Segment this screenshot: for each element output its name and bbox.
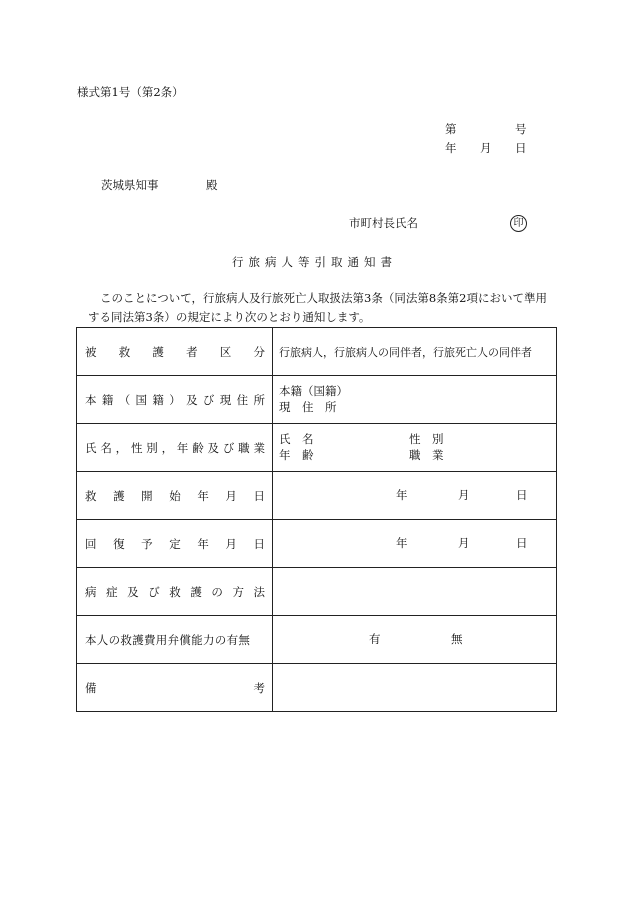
table-row (77, 664, 557, 712)
sender-label: 市町村長氏名 (349, 216, 418, 230)
recovery-day-label: 日 (516, 536, 528, 550)
occupation-label: 職 業 (409, 447, 444, 462)
seal-mark (510, 215, 527, 232)
body-line-1: このことについて，行旅病人及行旅死亡人取扱法第3条（同法第8条第2項において準用 (100, 291, 547, 305)
row-label-remarks (77, 680, 272, 696)
row-label-rescue-start: 救 護 開 始 年 月 日 (85, 488, 265, 503)
document-title: 行旅病人等引取通知書 (232, 255, 397, 269)
ability-yes-label: 有 (369, 632, 381, 646)
recovery-month-label: 月 (458, 536, 470, 550)
form-id: 様式第1号（第2条） (77, 85, 184, 99)
table-row (77, 376, 557, 424)
body-line-2: する同法第3条）の規定により次のとおり通知します。 (88, 310, 371, 324)
start-month-label: 月 (458, 488, 470, 502)
date-month: 月 (480, 141, 492, 155)
table-row (77, 568, 557, 616)
row-label-symptoms: 病 症 及 び 救 護 の 方 法 (85, 584, 265, 599)
age-label: 年 齢 (279, 447, 314, 462)
table-row (77, 424, 557, 472)
table-row (77, 472, 557, 520)
sex-label: 性 別 (409, 431, 444, 446)
addressee-name: 茨城県知事 (101, 178, 159, 192)
date-year: 年 (445, 141, 457, 155)
addressee-honorific: 殿 (206, 178, 218, 192)
name-label: 氏 名 (279, 431, 314, 446)
table-row (77, 520, 557, 568)
notification-table (76, 327, 557, 712)
address-label: 現 住 所 (279, 399, 337, 414)
ability-no-label: 無 (451, 632, 463, 646)
date-day: 日 (515, 141, 527, 155)
remarks-label-right: 考 (253, 680, 265, 695)
start-year-label: 年 (396, 488, 408, 502)
number-prefix: 第 (445, 122, 457, 136)
start-day-label: 日 (516, 488, 528, 502)
number-suffix: 号 (515, 122, 527, 136)
row-label-personal: 氏 名 ， 性 別 ， 年 齢 及 び 職 業 (85, 440, 265, 455)
row-label-ability: 本人の救護費用弁償能力の有無 (85, 632, 251, 647)
table-row (77, 328, 557, 376)
row-label-recovery: 回 復 予 定 年 月 日 (85, 536, 265, 551)
table-row (77, 616, 557, 664)
row-label-domicile: 本 籍 （ 国 籍 ） 及 び 現 住 所 (85, 392, 265, 407)
domicile-label: 本籍（国籍） (279, 383, 348, 398)
symptoms-value (273, 568, 557, 616)
seal-label: 印 (513, 217, 524, 229)
row-label-category: 被 救 護 者 区 分 (85, 344, 265, 359)
row-value-category: 行旅病人，行旅病人の同伴者，行旅死亡人の同伴者 (279, 345, 532, 359)
remarks-value (273, 664, 557, 712)
remarks-label-left: 備 (85, 680, 97, 695)
recovery-year-label: 年 (396, 536, 408, 550)
